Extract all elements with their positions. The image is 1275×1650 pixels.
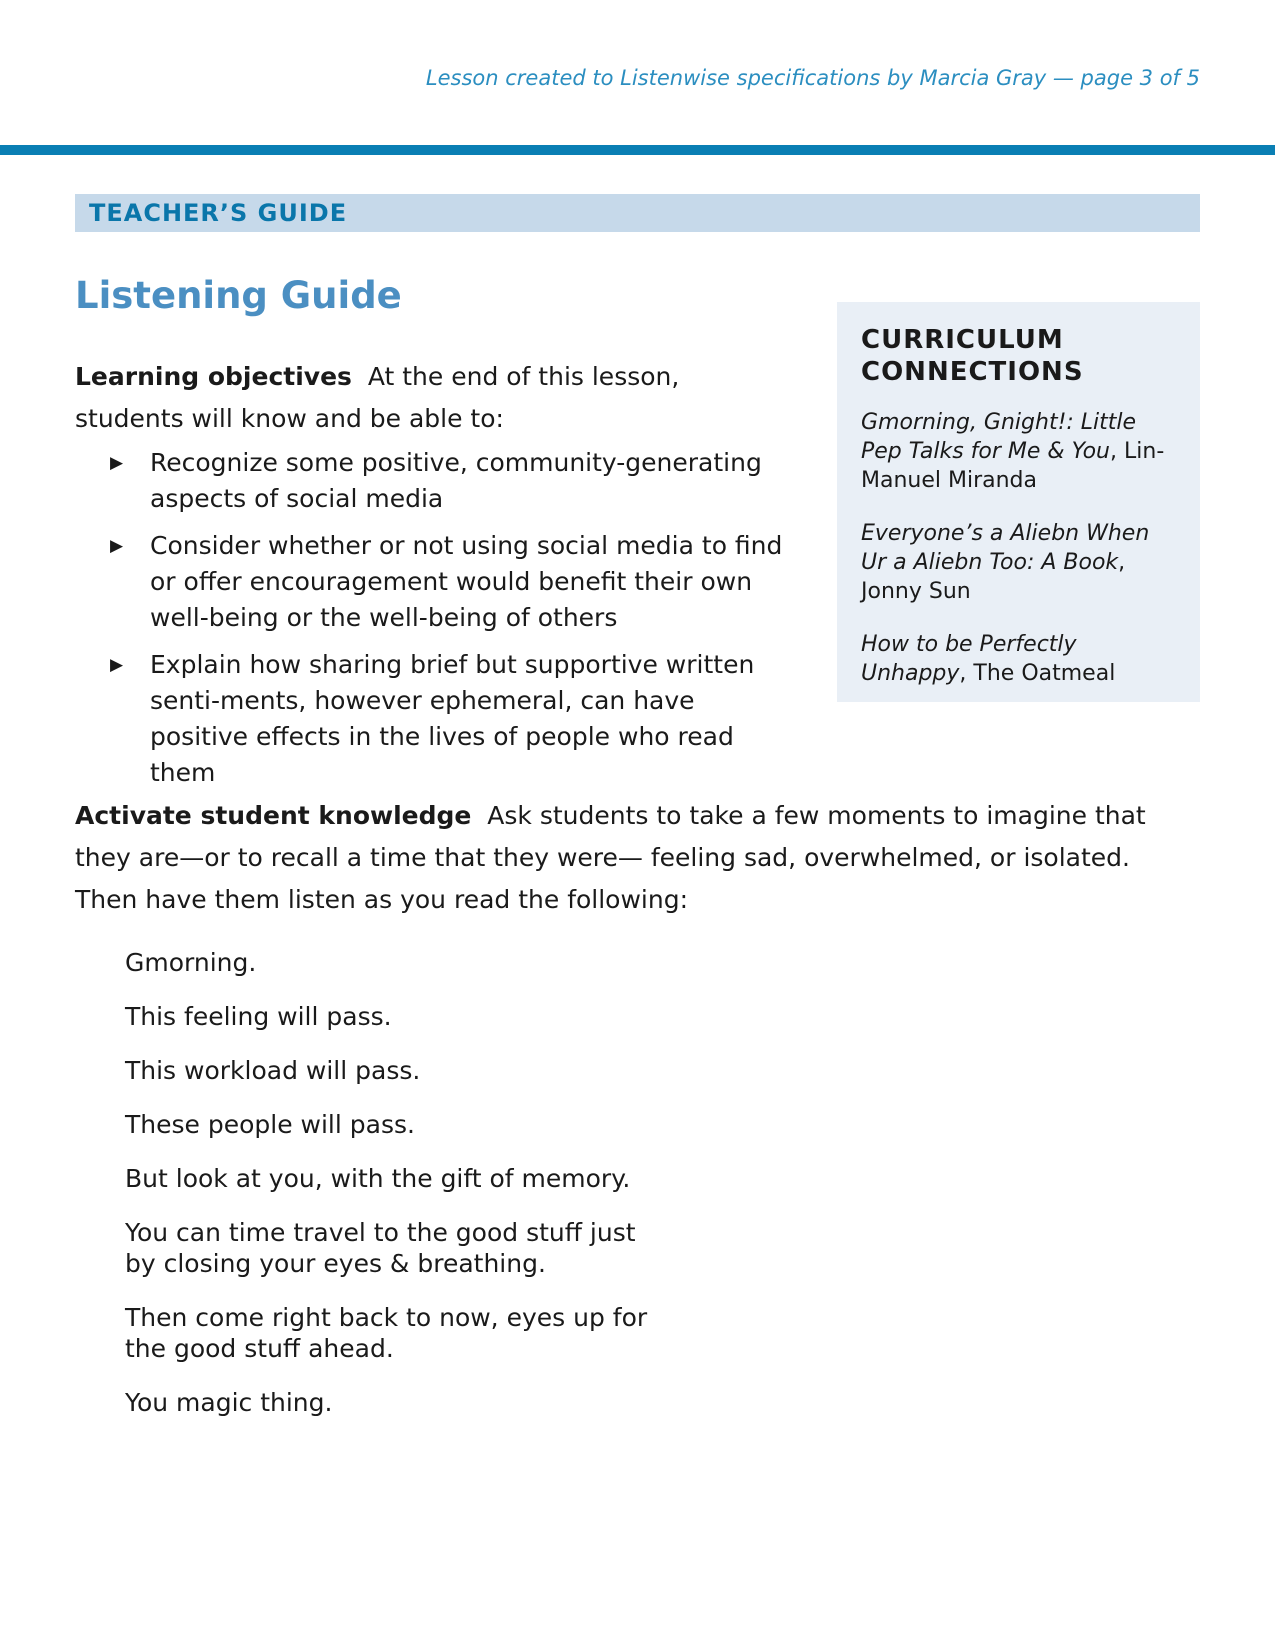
bullet-arrow-icon: ▶ (110, 453, 124, 473)
poem-line: But look at you, with the gift of memory. (125, 1164, 631, 1193)
reference-author: , Lin-Manuel Miranda (861, 439, 1165, 493)
objectives-intro (75, 356, 795, 440)
sidebar-heading: CURRICULUM CONNECTIONS (861, 325, 1084, 387)
page-credit: Lesson created to Listenwise specifications by Marcia Gray — page 3 of 5 (425, 66, 1200, 90)
objectives-lead: Learning objectives (75, 362, 352, 391)
knowledge-text: Ask students to take a few moments to imagine that they are—or to recall a time that they were— feeling sad, overwhelmed, or isolated. Then have them listen as you read the following: (75, 801, 1146, 914)
reference-title: Everyone’s a Aliebn When Ur a Aliebn Too: A Book (861, 521, 1150, 575)
poem-line: These people will pass. (125, 1110, 415, 1139)
curriculum-connections-box (837, 302, 1200, 702)
page-title: Listening Guide (75, 274, 402, 317)
knowledge-lead: Activate student knowledge (75, 801, 472, 830)
section-label: TEACHER’S GUIDE (89, 199, 348, 227)
section-band (75, 194, 1200, 232)
objective-text: Recognize some positive, community-generating aspects of social media (150, 448, 762, 513)
objective-item (110, 528, 795, 636)
reference-item (861, 630, 1176, 688)
bullet-arrow-icon: ▶ (110, 536, 124, 556)
reference-author: , Jonny Sun (861, 550, 1126, 604)
objective-item (110, 445, 795, 517)
reference-title: How to be Perfectly Unhappy (861, 632, 1077, 686)
poem-line: You can time travel to the good stuff just by closing your eyes & breathing. (125, 1218, 636, 1278)
header-rule (0, 145, 1275, 155)
objective-item (110, 647, 795, 791)
poem-line: You magic thing. (125, 1388, 333, 1417)
poem-excerpt (125, 947, 665, 1441)
poem-line: This feeling will pass. (125, 1002, 392, 1031)
activate-knowledge (75, 795, 1200, 921)
objective-text: Explain how sharing brief but supportive written senti-ments, however ephemeral, can have positive effects in the lives of people who read them (150, 650, 755, 787)
poem-line: This workload will pass. (125, 1056, 421, 1085)
poem-line: Then come right back to now, eyes up for the good stuff ahead. (125, 1303, 648, 1363)
poem-line: Gmorning. (125, 948, 257, 977)
reference-item (861, 408, 1176, 495)
reference-title: Gmorning, Gnight!: Little Pep Talks for Me & You (861, 410, 1137, 464)
objectives-list (75, 445, 795, 791)
objective-text: Consider whether or not using social media to find or offer encouragement would benefit their own well-being or the well-being of others (150, 531, 783, 632)
learning-objectives (75, 356, 795, 802)
reference-author: , The Oatmeal (959, 661, 1116, 686)
bullet-arrow-icon: ▶ (110, 655, 124, 675)
objectives-intro-text: At the end of this lesson, students will know and be able to: (75, 362, 680, 433)
reference-item (861, 519, 1176, 606)
